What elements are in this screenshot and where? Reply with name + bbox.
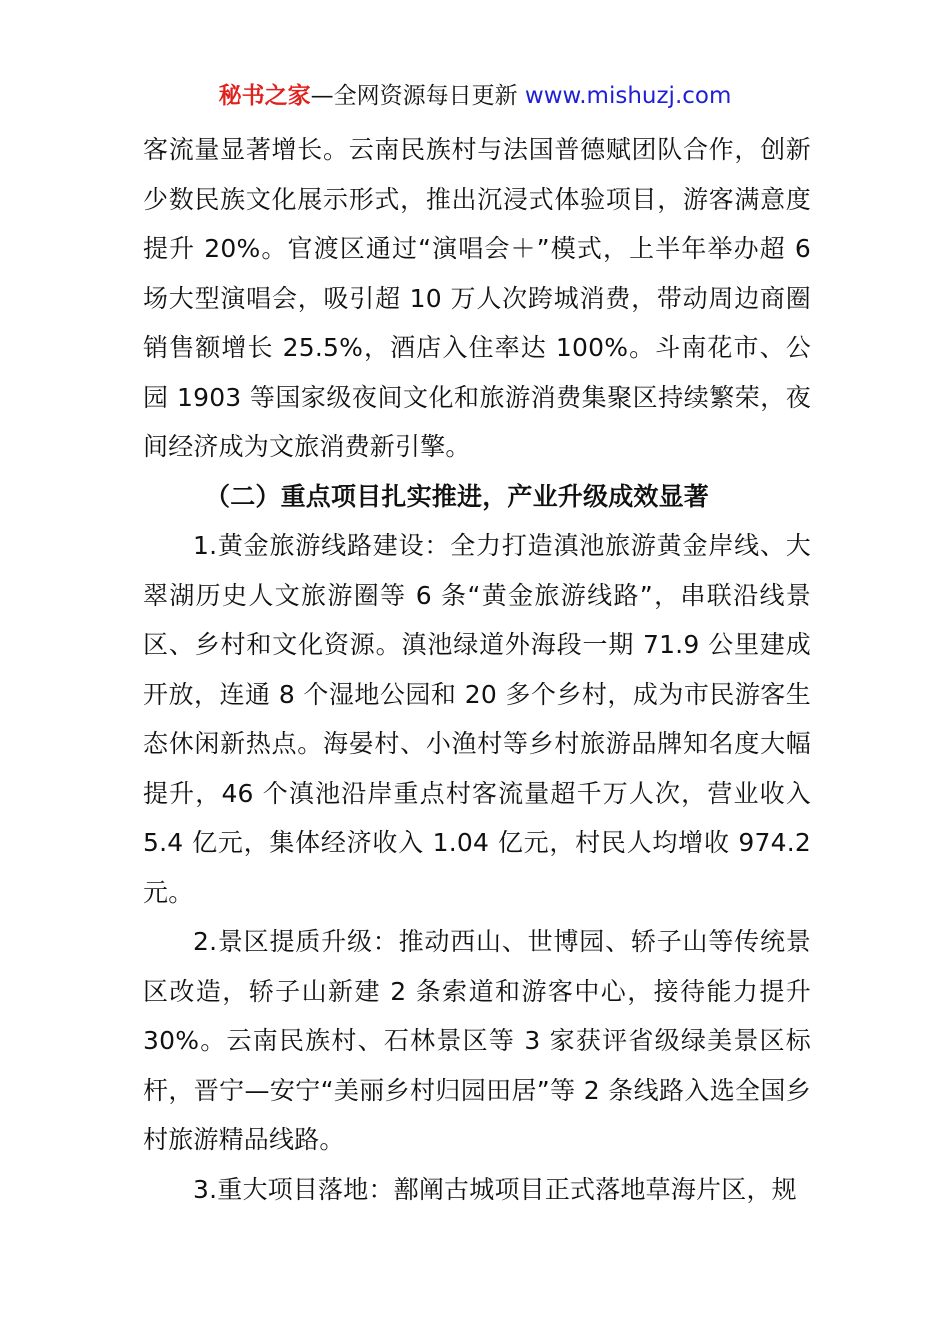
site-brand: 秘书之家 bbox=[218, 83, 311, 109]
paragraph-scenic-upgrade: 2.景区提质升级：推动西山、世博园、轿子山等传统景区改造，轿子山新建 2 条索道和游客中心，接待能力提升 30%。云南民族村、石林景区等 3 家获评省级绿美景区标杆，晋宁—安宁“美丽乡村归园田居”等 2 条线路入选全国乡村旅游精品线路。 bbox=[143, 927, 811, 1154]
site-url-link[interactable]: www.mishuzj.com bbox=[524, 83, 732, 109]
page-header bbox=[0, 80, 950, 112]
section-heading: （二）重点项目扎实推进，产业升级成效显著 bbox=[205, 481, 710, 511]
paragraph-major-projects: 3.重大项目落地：鄯阐古城项目正式落地草海片区，规 bbox=[193, 1174, 797, 1204]
paragraph-golden-routes: 1.黄金旅游线路建设：全力打造滇池旅游黄金岸线、大翠湖历史人文旅游圈等 6 条“黄金旅游线路”，串联沿线景区、乡村和文化资源。滇池绿道外海段一期 71.9 公里建成开放，连通 8 个湿地公园和 20 多个乡村，成为市民游客生态休闲新热点。海晏村、小渔村等乡村旅游品牌知名度大幅提升，46 个滇池沿岸重点村客流量超千万人次，营业收入 5.4 亿元，集体经济收入 1.04 亿元，村民人均增收 974.2 元。 bbox=[143, 531, 811, 907]
paragraph-tourism-growth: 客流量显著增长。云南民族村与法国普德赋团队合作，创新少数民族文化展示形式，推出沉浸式体验项目，游客满意度提升 20%。官渡区通过“演唱会＋”模式，上半年举办超 6 场大型演唱会，吸引超 10 万人次跨城消费，带动周边商圈销售额增长 25.5%，酒店入住率达 100%。斗南花市、公园 1903 等国家级夜间文化和旅游消费集聚区持续繁荣，夜间经济成为文旅消费新引擎。 bbox=[143, 135, 811, 461]
site-tagline: —全网资源每日更新 bbox=[310, 83, 525, 109]
document-body bbox=[143, 125, 811, 1214]
